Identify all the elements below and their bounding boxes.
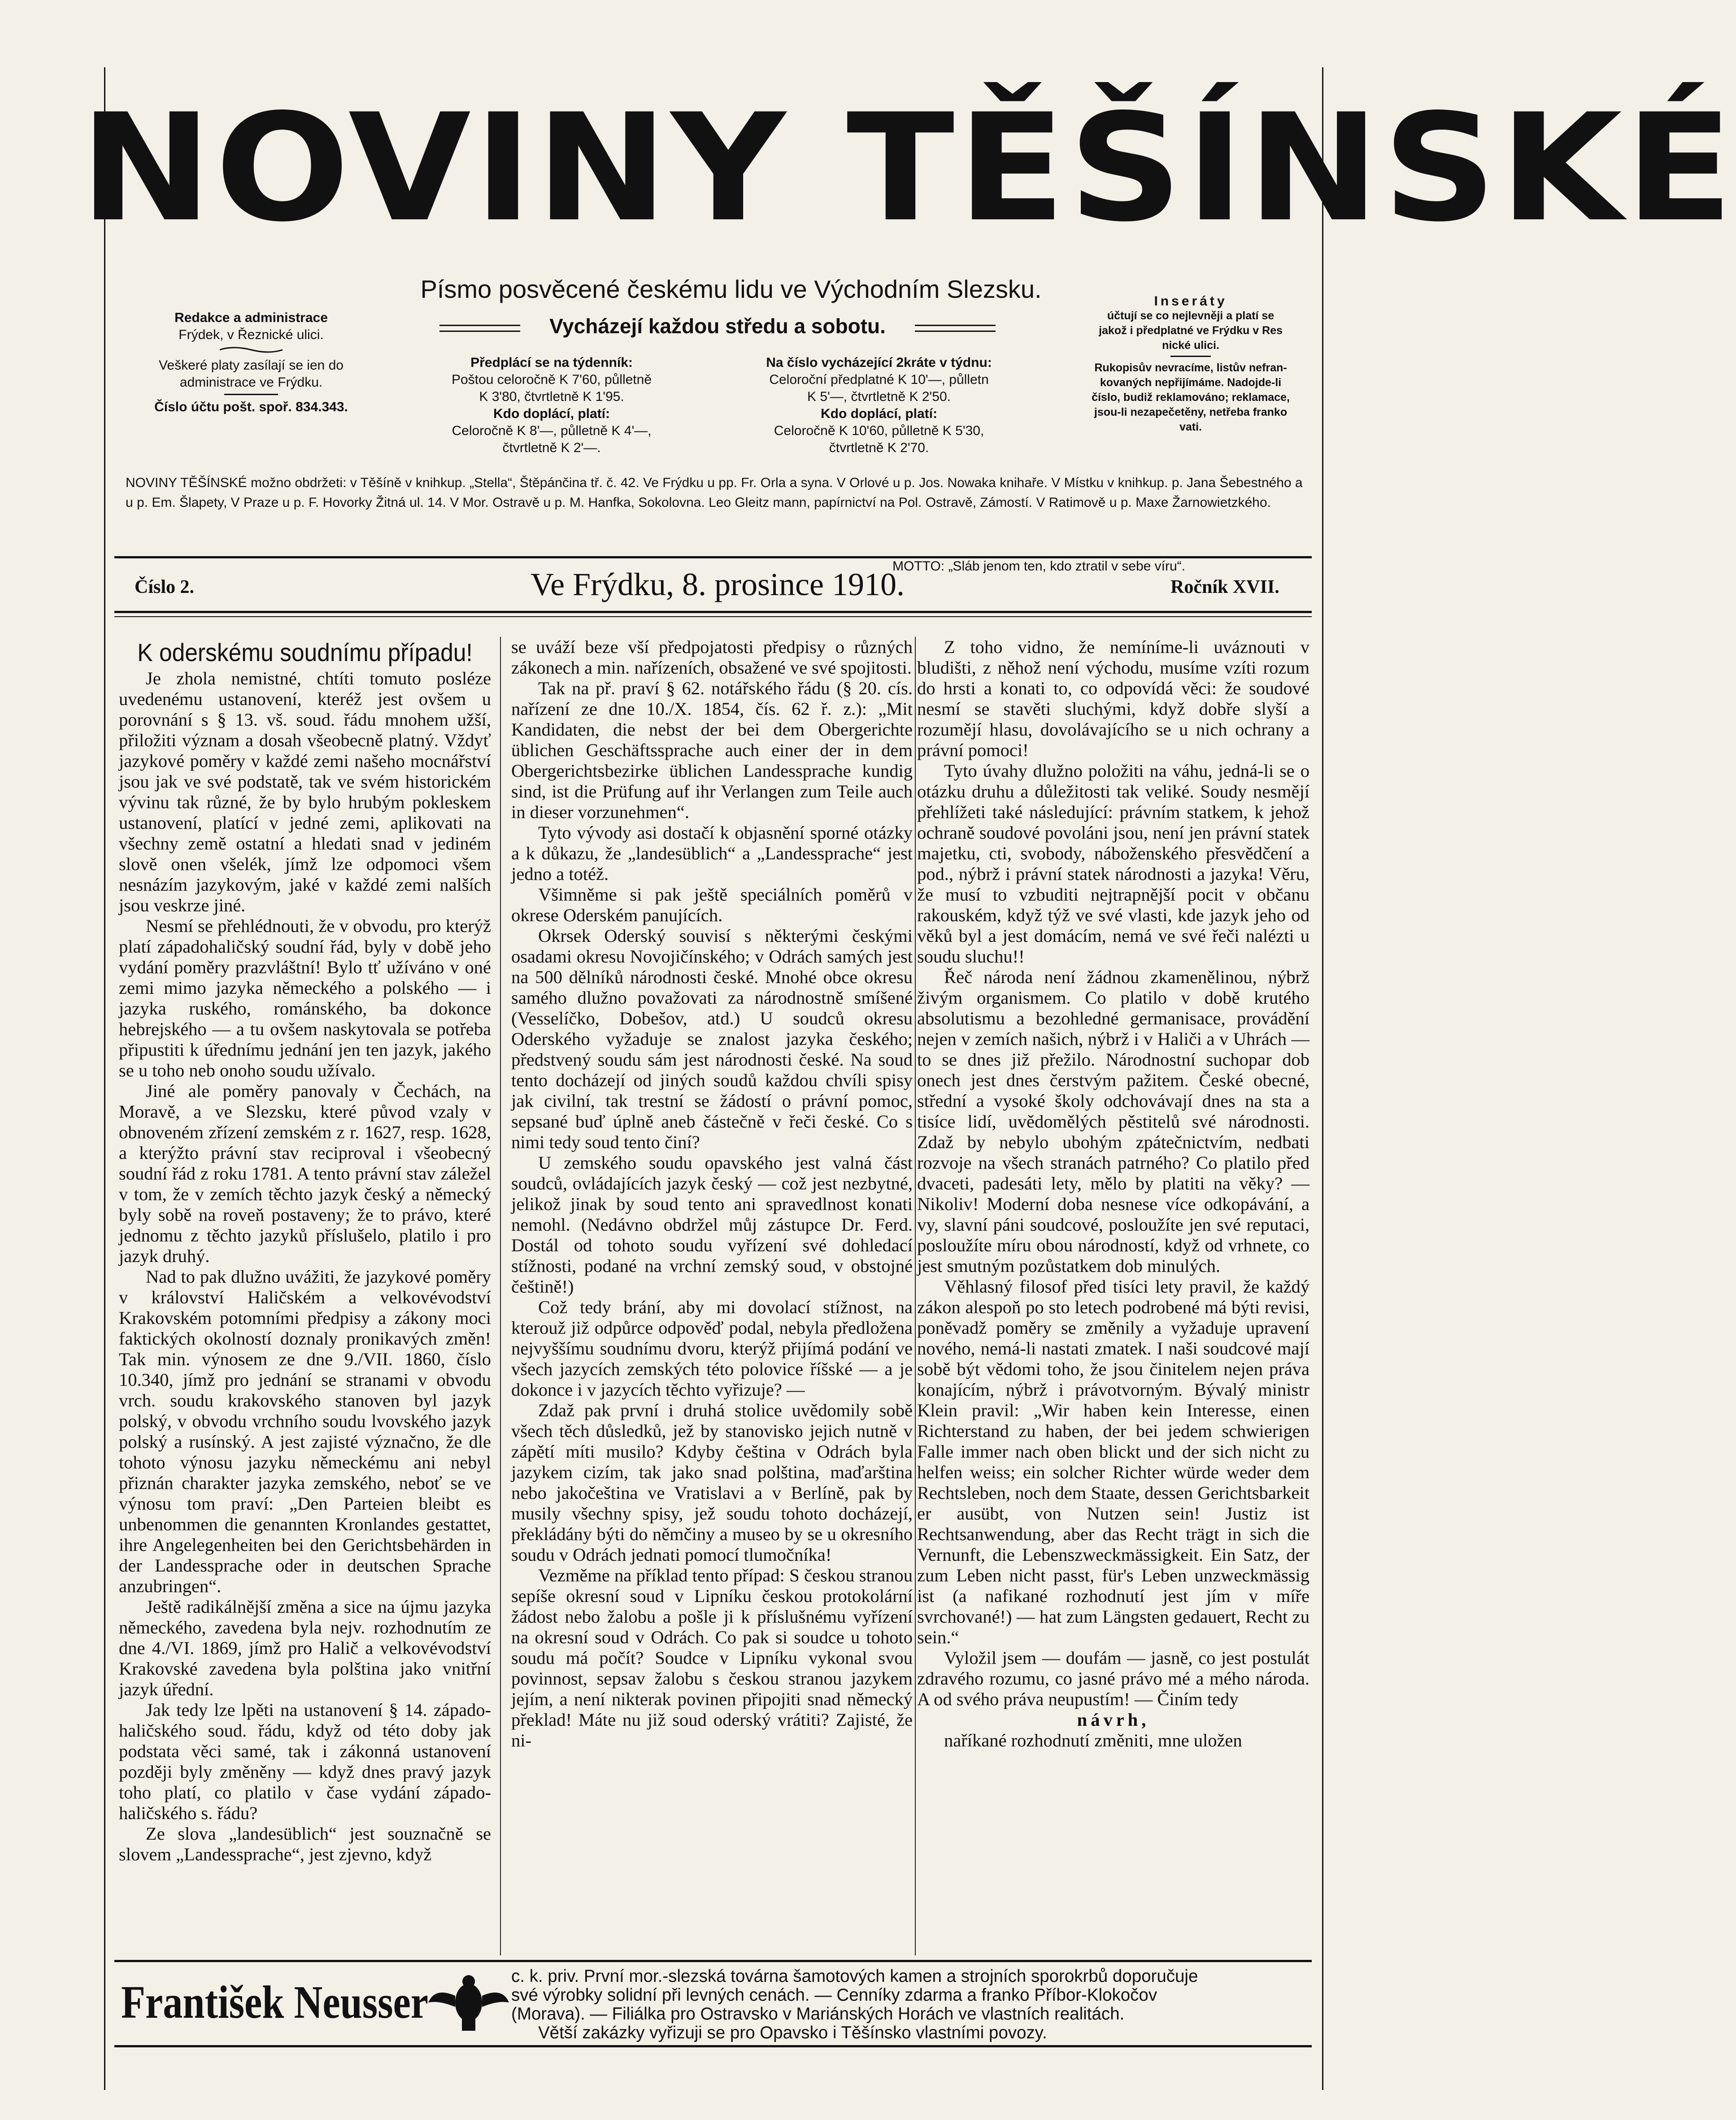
masthead-subtitle: Písmo posvěcené českému lidu ve Východním Slezsku. [420, 275, 1042, 303]
article-column-3 [917, 637, 1310, 1955]
paragraph: Tyto úvahy dlužno položiti na váhu, jedná-li se o otázku druhu a důležitosti tak veliké. Soudy nesmějí přehlížeti také následující: právním statkem, k jehož ochraně soudové povoláni jsou, není jen právní statek majetku, cti, svobody, náboženského přesvědčení a pod., nýbrž i právní statek národnosti a jazyka! Věru, že musí to vzbuditi nejtrapnější pocit v občanu rakouském, když týž ve své vlasti, kde jazyk jeho od věků byl a jest domácím, nemá ve své řeči nalézti u soudu sluchu!! [917, 761, 1310, 966]
ad-bottom-rule [114, 2045, 1312, 2047]
paragraph: Všimněme si pak ještě speciálních poměrů v okrese Oderském panujících. [511, 884, 913, 925]
article-column-1 [119, 637, 491, 1955]
editorial-info [126, 309, 377, 416]
paragraph: U zemského soudu opavského jest valná část soudců, ovládajících jazyk český — což jest nezbytné, jelikož jinak by soud tento ani spravedlnost konati nemohl. (Nedávno obdržel můj zástupce Dr. Ferd. Dostál od tohoto soudu vyřízení své dohledací stížnosti, podané na vrchní zemský soud, v obstojné češtině!) [511, 1153, 913, 1297]
page-border-left [104, 67, 105, 2090]
manuscripts-line1: Rukopisův nevracíme, listův nefran- [1094, 361, 1287, 374]
biweekly-surcharge-heading: Kdo doplácí, platí: [821, 406, 937, 421]
advertising-heading: Inseráty [1154, 294, 1227, 309]
article-column-2 [511, 637, 913, 1955]
paragraph: Nesmí se přehlédnouti, že v obvodu, pro kterýž platí západohaličský soudní řád, byly v době jeho vydání poměry prazvláštní! Bylo tť užíváno v oné zemi mimo jazyka německého a polského — i jazyka ruského, románského, ba dokonce hebrejského — a tu ovšem naskytovala se potřeba připustiti k úřednímu jednání jen ten jazyk, jakého se u toho neb onoho soudu užívalo. [119, 916, 491, 1080]
postal-account: Číslo účtu pošt. spoř. 834.343. [154, 400, 348, 414]
ad-line-1: c. k. priv. První mor.-slezská továrna šamotových kamen a strojních sporokrbů doporučuje [511, 1967, 1198, 1986]
ad-text [511, 1967, 1310, 2042]
distribution-notice: NOVINY TĚŠÍNSKÉ možno obdržeti: v Těšíně v knihkup. „Stella“, Štěpánčina tř. č. 42. Ve Frýdku u pp. Fr. Orla a syna. V Orlové u p. Jos. Nowaka knihaře. V Místku v knihkup. p. Jana Šebestného a u p. Em. Šlapety, V Praze u p. F. Hovorky Žitná ul. 14. V Mor. Ostravě u p. M. Hanfka, Sokolovna. Leo Gleitz mann, papírnictví na Pol. Ostravě, Zámostí. V Ratimově u p. Maxe Žarnowietzkého. [126, 475, 1303, 510]
divider [224, 394, 278, 395]
paragraph: Z toho vidno, že nemíníme-li uváznouti v bludišti, z něhož není východu, musíme vzíti rozum do hrsti a konati to, co odpovídá věci: že soudové nesmí se stavěti sluchými, když dobře slyší a rozumějí hlasu, dovolávajícího se u nich ochrany a právní pomoci! [917, 637, 1310, 760]
eagle-emblem-icon [426, 1969, 511, 2036]
divider [1170, 356, 1211, 357]
manuscripts-line2: kovaných nepřijímáme. Nadojde-li [1100, 376, 1282, 389]
paragraph: Věhlasný filosof před tisíci lety pravil, že každý zákon alespoň po sto letech podrobené má býti revisi, poněvadž poměry se změnily a vyžaduje upravení nového, nemá-li nastati zmatek. I naši soudcové mají sobě být vědomi toho, že jsou činitelem nejen práva konajícím, nýbrž i právotvorným. Bývalý ministr Klein pravil: „Wir haben kein Interesse, einen Richterstand zu haben, der bei jedem schwierigen Falle immer nach oben blickt und der sich nicht zu helfen weiss; ein solcher Richter würde weder dem Rechtsleben, noch dem Staate, dessen Gerichtsbarkeit er ausübt, von Nutzen sein! Justiz ist Rechtsanwendung, aber das Recht trägt in sich die Vernunft, die Lebenszweckmässigkeit. Ein Satz, der zum Leben nicht passt, für's Leben unzweckmässig ist (a nafikané rozhodnutí jest jím v míře svrchované!) — hat zum Längsten gedauert, Recht zu sein.“ [917, 1276, 1310, 1647]
column-divider-2 [915, 637, 916, 1955]
biweekly-prices-line3: Celoročně K 10'60, půlletně K 5'30, [774, 423, 984, 438]
paragraph: Jak tedy lze lpěti na ustanovení § 14. západo-haličského soud. řádu, když od této doby jak podstata věci samé, tak i zákonná ustanovení později byly změněny — když dnes pravý jazyk toho platí, co platilo v čase vydání západo-haličského s. řádu? [119, 1700, 491, 1823]
weekly-prices-line2: K 3'80, čtvrtletně K 1'95. [479, 389, 624, 404]
ad-top-rule [114, 1960, 1312, 1962]
paragraph: Tak na př. praví § 62. notářského řádu (§ 20. cís. nařízení ze dne 10./X. 1854, čís. 62 ř. z.): „Mit Kandidaten, die nebst der bei dem Obergerichte üblichen Geschäftssprache auch einer der in dem Obergerichtsbezirke üblichen Landessprache kundig sind, ist die Prüfung auf ihr Verlangen zum Teile auch in dieser vorzunehmen“. [511, 678, 913, 822]
editorial-heading: Redakce a administrace [174, 310, 328, 325]
ad-company-name: František Neusser [121, 1976, 429, 2028]
weekly-prices-line1: Poštou celoročně K 7'60, půlletně [451, 372, 652, 387]
article-headline: K oderskému soudnímu případu! [137, 638, 473, 666]
paragraph: Řeč národa není žádnou zkamenělinou, nýbrž živým organismem. Co platilo v době krutého absolutismu a bezohledné germanisace, provádění nejen v zemích našich, nýbrž i v Haliči a v Uhrách — to se dnes již přežilo. Národnostní suchopar dob onech jest dnes čerstvým pažitem. České obecné, střední a vysoké školy odchovávají dnes na sta a tisíce lidí, uvědomělých pěstitelů své národnosti. Zdaž by nebylo ubohým zpátečnictvím, nedbati rozvoje na všech stranách patrného? Co platilo před dvaceti, padesáti lety, mělo by platiti na věky? — Nikoliv! Moderní doba nesnese více odkopávání, a vy, slavní páni soudcové, posloužíte jen své reputaci, posloužíte míru obou národností, když od vrhnete, co jest smutným pozůstatkem dob minulých. [917, 967, 1310, 1276]
ad-line-4: Větší zakázky vyřizuji se pro Opavsko i Těšínsko vlastními povozy. [538, 2023, 1047, 2042]
weekly-surcharge-heading: Kdo doplácí, platí: [493, 406, 610, 421]
manuscripts-line5: vati. [1179, 421, 1202, 433]
weekly-prices-line4: čtvrtletně K 2'—. [502, 440, 601, 455]
biweekly-prices-line4: čtvrtletně K 2'70. [829, 440, 929, 455]
ad-line-3: (Morava). — Filiálka pro Ostravsko v Mariánských Horách ve vlastních realitách. [511, 2004, 1125, 2024]
manuscripts-line4: jsou-li nezapečetěny, netřeba franko [1094, 406, 1288, 418]
weekly-prices [413, 354, 691, 457]
paragraph: Je zhola nemistné, chtíti tomuto posléze uvedenému ustanovení, kteréž jest ovšem u porovnání s § 13. vš. soud. řádu mnohem užší, přiložiti význam a dosah všeobecně platný. Vždyť jazykové poměry v každé zemi našeho mocnářství jsou jak ve své podstatě, tak ve svém historickém vývinu tak různé, že by bylo hrubým pokleskem ustanovení, platící v jedné zemi, aplikovati na všechny země ostatní a hledati snad v jediném slově onen všelék, jímž lze odpomoci všem nesnázím jazykovým, jaké v každé zemi nalších jsou veskrze jiné. [119, 668, 491, 915]
biweekly-prices-heading: Na číslo vycházející 2kráte v týdnu: [766, 355, 992, 370]
payments-note-2: administrace ve Frýdku. [179, 375, 323, 390]
paragraph: Zdaž pak první i druhá stolice uvědomily sobě všech těch důsledků, jež by stanovisko jejich nutně v zápětí míti musilo? Kdyby čeština v Odrách byla jazykem cizím, tak jako snad polština, maďarština nebo jakočeština ve Vratislavi a v Berlíně, pak by musily všechny spisy, jež soudu tohoto docházejí, překládány býti do němčiny a museo by se u okresního soudu v Odrách jednati pomocí tlumočníka! [511, 1400, 913, 1565]
paragraph: Okrsek Oderský souvisí s některými českými osadami okresu Novojičínského; v Odrách samých jest na 500 dělníků národnosti české. Mnohé obce okresu samého dlužno považovati za národnostně smíšené (Vesselíčko, Dobešov, atd.) U soudců okresu Oderského vyžaduje se znalost jazyka českého; předstvený soudu sám jest národnosti české. Na soud tento docházejí od jiných soudů každou chvíli spisy jak civilní, tak trestní se žádostí o právní pomoc, sepsané buď úplně aneb částečně v řeči české. Co s nimi tedy soud tento činí? [511, 926, 913, 1152]
biweekly-prices-line1: Celoroční předplatné K 10'—, půlletn [769, 372, 989, 387]
motion-heading: návrh, [1077, 1710, 1150, 1730]
paragraph: Ještě radikálnější změna a sice na újmu jazyka německého, zavedena byla nejv. rozhodnutím ze dne 4./VI. 1869, jímž pro Halič a velkovévodství Krakovské zavedena byla polština jako vnitřní jazyk úřední. [119, 1597, 491, 1699]
weekly-prices-heading: Předplácí se na týdenník: [470, 355, 633, 370]
weekly-prices-line3: Celoročně K 8'—, půlletně K 4'—, [452, 423, 652, 438]
issue-number: Číslo 2. [135, 577, 195, 597]
ornament-icon [215, 345, 287, 354]
biweekly-prices-line2: K 5'—, čtvrtletně K 2'50. [807, 389, 951, 404]
payments-note-1: Veškeré platy zasílají se ien do [159, 358, 344, 373]
paragraph: se uváží beze vší předpojatosti předpisy o různých zákonech a min. nařízeních, obsažené ve své spojitosti. [511, 637, 913, 678]
editorial-address: Frýdek, v Řeznické ulici. [178, 327, 324, 342]
dateline-top-rule [114, 556, 1312, 558]
publication-schedule: Vycházejí každou středu a sobotu. [426, 314, 1009, 338]
advertising-line2: jakož i předplatné ve Frýdku v Res [1099, 324, 1283, 337]
advertising-line3: nické ulici. [1162, 339, 1219, 352]
masthead-title: NOVINY TĚŠÍNSKÉ [79, 82, 1736, 254]
advertising-info [1058, 294, 1323, 435]
advertising-line1: účtují se co nejlevněji a platí se [1107, 309, 1275, 322]
volume-number: Ročník XVII. [1170, 577, 1279, 597]
paragraph: Jiné ale poměry panovaly v Čechách, na Moravě, a ve Slezsku, které původ vzaly v obnoveném zřízení zemském z r. 1627, resp. 1628, a kterýžto právní stav reciproval i všeobecný soudní řád z roku 1781. A tento právní stav záležel v tom, že v zemích těchto jazyk český a německý byly sobě na roveň postaveny; že to právo, které jednomu z těchto jazyků příslušelo, platilo i pro jazyk druhý. [119, 1081, 491, 1266]
dateline-bottom-rule-thin [114, 616, 1312, 617]
paragraph: Vezměme na příklad tento případ: S českou stranou sepíše okresní soud v Lipníku českou protokolární žádost nebo žalobu a pošle ji k příslušnému vyřízení na okresní soud v Odrách. Co pak si soudce u tohoto soudu má počít? Soudce v Lipníku vykonal svou povinnost, sepsav žalobu s českou stranou jazykem jejím, a není nikterak povinen připojiti snad německý překlad! Máte nu již soud oderský vrátiti? Zajisté, že ni- [511, 1565, 913, 1750]
paragraph: naříkané rozhodnutí změniti, mne uložen [944, 1730, 1242, 1750]
motto: MOTTO: „Sláb jenom ten, kdo ztratil v sebe víru“. [892, 559, 1185, 574]
paragraph: Ze slova „landesüblich“ jest souznačně se slovem „Landessprache“, jest zjevno, když [119, 1824, 491, 1864]
column-divider-1 [500, 637, 501, 1955]
issue-date: Ve Frýdku, 8. prosince 1910. [531, 566, 905, 602]
paragraph: Vyložil jsem — doufám — jasně, co jest postulát zdravého rozumu, co jasné právo mé a mého národa. A od svého práva neupustím! — Činím tedy [917, 1648, 1310, 1709]
paragraph: Nad to pak dlužno uvážiti, že jazykové poměry v království Haličském a velkovévodství Krakovském potomními předpisy a zákony moci faktických okolností doznaly pronikavých změn! Tak min. výnosem ze dne 9./VII. 1860, číslo 10.340, jímž pro jednání se stranami v obvodu vrch. soudu krakovského stanoven byl jazyk polský, v obvodu vrchního soudu lvovského jazyk polský a rusínský. A jest zajisté význačno, že dle tohoto výnosu jazyku německému ani nebyl přiznán charakter jazyka zemského, neboť se ve výnosu tom praví: „Den Parteien bleibt es unbenommen die genannten Kronlandes gestattet, ihre Angelegenheiten bei den Gerichtsbehärden in der Landessprache oder in deutschen Sprache anzubringen“. [119, 1267, 491, 1596]
biweekly-prices [718, 354, 1040, 457]
manuscripts-line3: číslo, budiž reklamováno; reklamace, [1092, 391, 1290, 404]
dateline-bottom-rule [114, 611, 1312, 613]
ad-line-2: své výrobky solidní při levných cenách. — Cenníky zdarma a franko Příbor-Klokočov [511, 1985, 1157, 2005]
paragraph: Tyto vývody asi dostačí k objasnění sporné otázky a k důkazu, že „landesüblich“ a „Landessprache“ jest jedno a totéž. [511, 823, 913, 884]
paragraph: Což tedy brání, aby mi dovolací stížnost, na kterouž již odpůrce odpověď podal, nebyla předložena nejvyššímu soudnímu dvoru, kterýž přijímá podání ve všech jazycích zemských této polovice říšské — a je dokonce i v jazycích těchto vyřizuje? — [511, 1297, 913, 1400]
